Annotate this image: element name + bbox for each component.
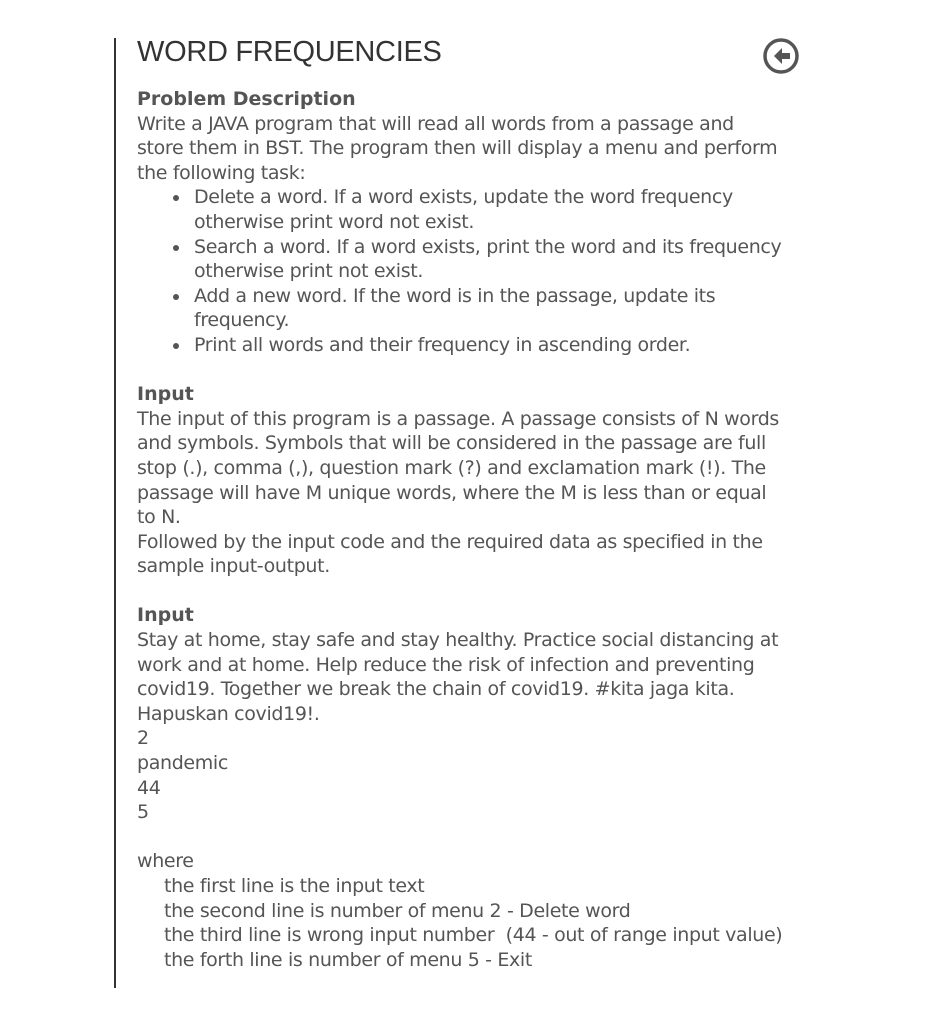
task-line: frequency. — [194, 309, 290, 332]
input-heading: Input — [137, 383, 194, 406]
task-line: otherwise print word not exist. — [194, 210, 475, 233]
task-line: Delete a word. If a word exists, update the word frequency — [194, 186, 733, 209]
sample-input-line: 44 — [137, 776, 161, 799]
task-line: Search a word. If a word exists, print the word and its frequency — [194, 235, 782, 258]
where-line: the first line is the input text — [164, 875, 425, 897]
task-item-search — [194, 235, 827, 284]
task-line: Add a new word. If the word is in the passage, update its — [194, 284, 716, 307]
input-line: The input of this program is a passage. A passage consists of N words — [137, 407, 779, 430]
spacer — [137, 825, 827, 850]
input-line: sample input-output. — [137, 555, 330, 578]
where-line: the second line is number of menu 2 - Delete word — [164, 899, 631, 922]
sample-input-section — [137, 603, 827, 824]
task-list — [137, 185, 827, 357]
page-title: WORD FREQUENCIES — [137, 36, 442, 68]
left-border-rule — [114, 38, 116, 988]
sample-input-line: 5 — [137, 801, 149, 824]
problem-line: the following task: — [137, 161, 306, 184]
sample-input-heading: Input — [137, 604, 194, 627]
where-label: where — [137, 850, 194, 873]
sample-input-line: pandemic — [137, 752, 228, 775]
problem-description-section — [137, 87, 827, 358]
where-section — [137, 849, 827, 972]
spacer — [137, 579, 827, 604]
task-line: Print all words and their frequency in ascending order. — [194, 333, 691, 356]
input-line: and symbols. Symbols that will be considered in the passage are full — [137, 432, 766, 455]
input-line: passage will have M unique words, where the M is less than or equal — [137, 481, 767, 504]
input-line: to N. — [137, 506, 181, 529]
problem-description-heading: Problem Description — [137, 88, 356, 110]
problem-line: store them in BST. The program then will display a menu and perform — [137, 137, 778, 160]
document-body — [137, 34, 827, 972]
task-item-print — [194, 333, 827, 358]
input-description-section — [137, 382, 827, 579]
spacer — [137, 358, 827, 383]
where-line: the forth line is number of menu 5 - Exit — [164, 948, 532, 971]
input-line: stop (.), comma (,), question mark (?) and exclamation mark (!). The — [137, 456, 766, 479]
task-item-delete — [194, 185, 827, 234]
sample-input-line: 2 — [137, 727, 149, 750]
problem-line: Write a JAVA program that will read all words from a passage and — [137, 112, 734, 135]
task-line: otherwise print not exist. — [194, 260, 424, 283]
input-line: Followed by the input code and the required data as specified in the — [137, 530, 763, 553]
sample-input-line: covid19. Together we break the chain of covid19. #kita jaga kita. — [137, 678, 735, 701]
sample-input-line: Stay at home, stay safe and stay healthy. Practice social distancing at — [137, 629, 779, 652]
task-item-add — [194, 284, 827, 333]
sample-input-line: work and at home. Help reduce the risk of infection and preventing — [137, 653, 755, 676]
sample-input-line: Hapuskan covid19!. — [137, 702, 320, 725]
where-line: the third line is wrong input number (44 - out of range input value) — [164, 924, 783, 947]
